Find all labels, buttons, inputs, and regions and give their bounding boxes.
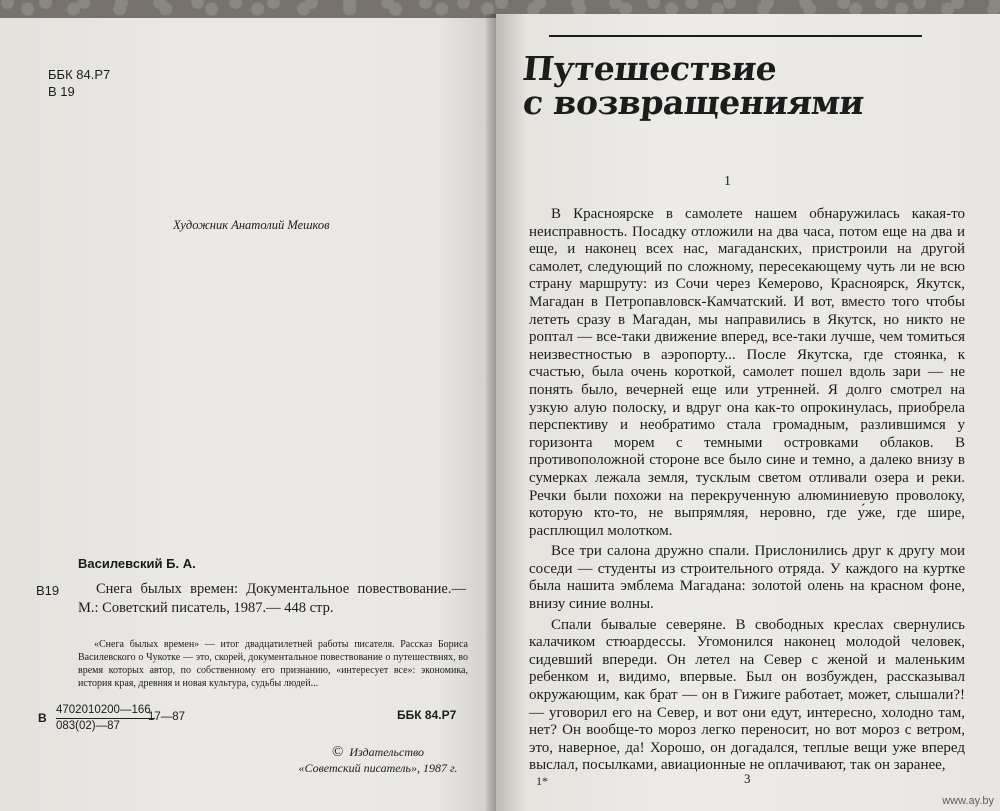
paragraph: Спали бывалые северяне. В свободных креслах свернулись калачиком стюардессы. Угомонился наконец молодой человек, сидевший впереди. Он летел на Север с женой и маленьким ребенком и, видимо, впервые. Был он возбужден, рассказывал окружающим, как брат — он в Гижиге работает, может, слышали?! — уговорил его на Север, и вот они едут, интересно, холодно там, нет? Он вообще-то мороз легко переносит, но вот мороз с ветром, это, наверное, да! Хорошо, он догадался, теплые вещи уже вперед выслал, посылками, авиационные не оплачивают, так он заранее, [529,616,965,774]
publisher-imprint [278,744,478,776]
catalog-code-numerator: 4702010200—166 [56,703,155,719]
copyright-icon: © [331,744,344,760]
left-page [0,18,496,811]
catalog-code-prefix: В [38,711,47,725]
chapter-number: 1 [724,174,731,189]
catalog-code-denominator: 083(02)—87 [56,720,120,732]
catalog-code-suffix: 17—87 [148,711,186,723]
title-rule [549,35,922,37]
index-code: В 19 [48,84,75,99]
book-annotation: «Снега былых времен» — итог двадцатилетней работы писателя. Рассказ Бориса Василевского о Чукотке — это, скорей, документальное повествование о путешествиях, во время которых автор, по собственному его признанию, «интересует все»: экономика, история края, древняя и новая культура, судьбы людей... [78,639,468,689]
chapter-title [517,49,984,122]
publisher-label: Издательство [349,745,425,759]
author-name: Василевский Б. А. [78,556,196,571]
chapter-title-line-2: с возвращениями [521,83,866,122]
right-page [496,14,1000,811]
artist-credit: Художник Анатолий Мешков [173,218,330,232]
signature-mark: 1* [536,774,548,788]
call-number: В19 [36,583,60,598]
publisher-name-year: «Советский писатель», 1987 г. [298,761,458,775]
chapter-title-line-1: Путешествие [520,49,779,88]
bbk-code-block [48,66,110,100]
bbk-code: ББК 84.Р7 [48,67,111,82]
book-description: Снега былых времен: Документальное повествование.— М.: Советский писатель, 1987.— 448 стр. [78,581,466,616]
paragraph: Все три салона дружно спали. Прислонились друг к другу мои соседи — студенты из строительного отряда. У каждого на куртке была нашита эмблема Магадана: золотой олень на красном фоне, внизу синие волны. [529,543,965,613]
site-watermark: www.ay.by [942,795,994,807]
body-text [529,206,965,778]
paragraph: В Красноярске в самолете нашем обнаружилась какая-то неисправность. Посадку отложили на два часа, потом еще на два и еще, и наконец всех нас, магаданских, пристроили на другой самолет, следующий по сложному, пересекающему чуть ли не всю страну маршруту: из Сочи через Кемерово, Красноярск, Якутск, Магадан в Петропавловск-Камчатский. И вот, вместо того чтобы лететь сразу в Магадан, мы направились в Якутск, но никто не роптал — все-таки движение вперед, все-таки лучше, чем томиться неизвестностью в аэропорту... После Якутска, где стоянка, к счастью, была очень короткой, самолет пошел вдоль зари — не понять было, вечерней еще или утренней. Я долго смотрел на узкую алую полоску, и вдруг она как-то опрокинулась, приобрела перспективу и необратимо стала громадным, разлившимся у горизонта морем с темными островками облаков. В противоположной стороне все было сине и темно, а далеко внизу в сумерках лежала земля, тусклым светом отливали озера и реки. Речки были похожи на перекрученную алюминиевую проволоку, которую кто-то, не выпрямляя, неровно, где у́же, где шире, расплющил молотком. [529,206,965,539]
page-number: 3 [744,771,751,786]
bbk-code-bottom: ББК 84.Р7 [397,708,457,722]
